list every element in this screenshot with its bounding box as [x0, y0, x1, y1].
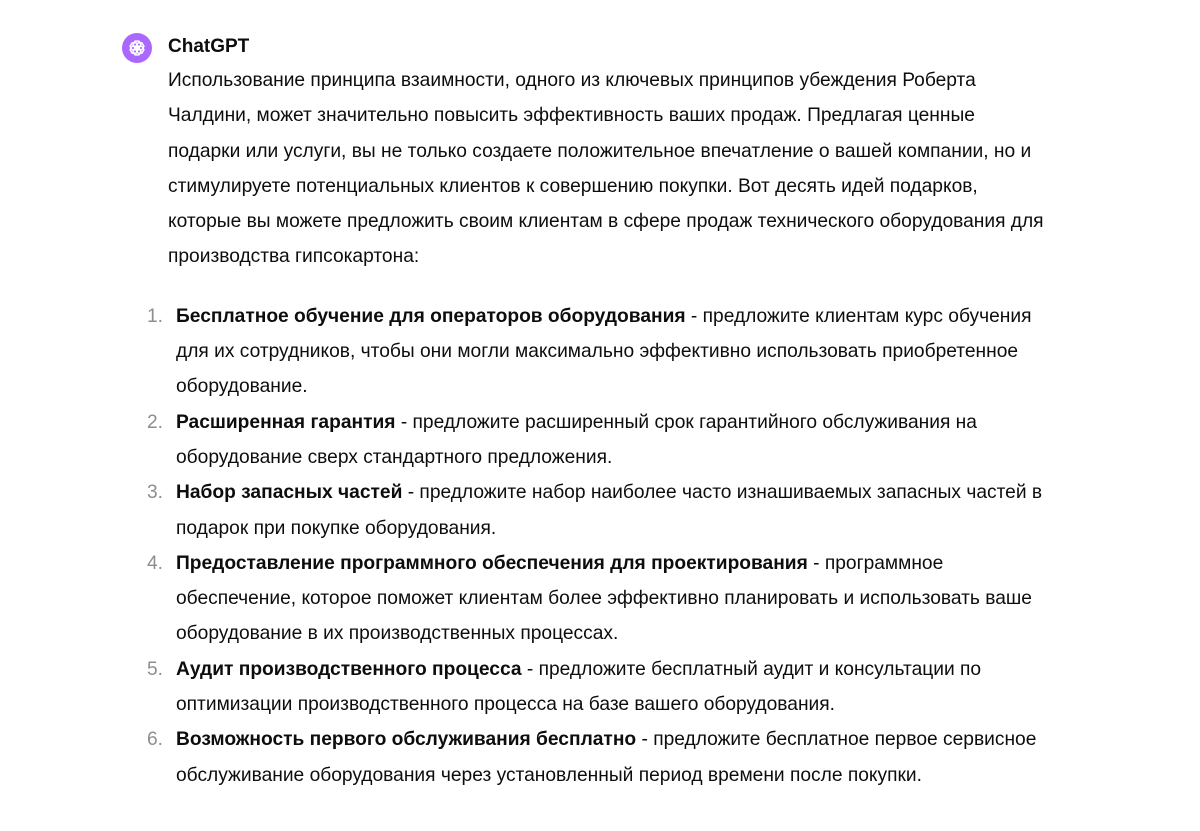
- list-item-title: Бесплатное обучение для операторов оборудования: [176, 305, 686, 327]
- list-item-number: 2.: [147, 411, 164, 433]
- list-item-title: Возможность первого обслуживания бесплатно: [176, 729, 637, 751]
- ideas-list: [147, 299, 1048, 793]
- list-item: [147, 652, 1048, 723]
- list-item-title: Аудит производственного процесса: [176, 658, 522, 680]
- list-item-text: - предложите расширенный срок гарантийного обслуживания на оборудование сверх стандартного предложения.: [176, 411, 977, 468]
- list-item-number: 4.: [147, 552, 164, 574]
- list-item-number: 5.: [147, 658, 164, 680]
- list-item-text: - предложите бесплатный аудит и консультации по оптимизации производственного процесса на базе вашего оборудования.: [176, 658, 982, 716]
- list-item-text: - предложите набор наиболее часто изнашиваемых запасных частей в подарок при покупке оборудования.: [176, 482, 1043, 539]
- openai-logo-icon: [126, 37, 148, 59]
- assistant-message: [147, 63, 1048, 793]
- list-item-number: 6.: [147, 729, 164, 751]
- list-item: [147, 546, 1048, 652]
- list-item-title: Набор запасных частей: [176, 482, 403, 504]
- list-item-title: Предоставление программного обеспечения для проектирования: [176, 552, 808, 574]
- list-item-number: 3.: [147, 482, 164, 504]
- message-intro: Использование принципа взаимности, одного из ключевых принципов убеждения Роберта Чалдини, может значительно повысить эффективность ваших продаж. Предлагая ценные подарки или услуги, вы не только создаете положительное впечатление о вашей компании, но и стимулируете потенциальных клиентов к совершению покупки. Вот десять идей подарков, которые вы можете предложить своим клиентам в сфере продаж технического оборудования для производства гипсокартона:: [168, 70, 1044, 268]
- list-item-number: 1.: [147, 305, 164, 327]
- author-name: ChatGPT: [168, 36, 250, 57]
- list-item-text: - программное обеспечение, которое поможет клиентам более эффективно планировать и использовать ваше оборудование в их производственных процессах.: [176, 552, 1032, 645]
- list-item: [147, 299, 1048, 405]
- list-item: [147, 722, 1048, 793]
- list-item-title: Расширенная гарантия: [176, 411, 396, 433]
- list-item: [147, 475, 1048, 546]
- assistant-avatar: [122, 33, 152, 63]
- list-item-text: - предложите бесплатное первое сервисное обслуживание оборудования через установленный период времени после покупки.: [176, 729, 1037, 786]
- list-item-text: - предложите клиентам курс обучения для их сотрудников, чтобы они могли максимально эффективно использовать приобретенное оборудование.: [176, 305, 1032, 398]
- list-item: [147, 405, 1048, 476]
